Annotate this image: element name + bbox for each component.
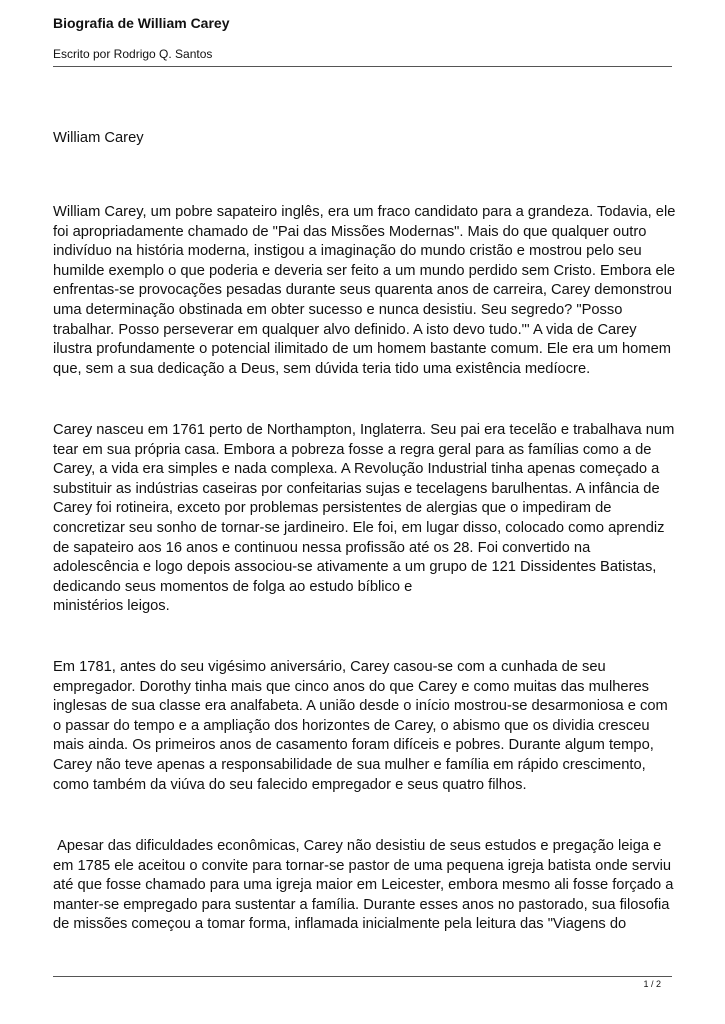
article-heading: William Carey: [53, 130, 144, 146]
footer-divider: [53, 976, 672, 977]
paragraph-1: William Carey, um pobre sapateiro inglês, era um fraco candidato para a grandeza. Todavia, ele foi apropriadamente chamado de "Pai das Missões Modernas". Mais do que qualquer outro indivíduo na história moderna, instigou a imaginação do mundo cristão e mostrou pelo seu humilde exemplo o que poderia e deveria ser feito a um mundo perdido sem Cristo. Embora ele enfrentas-se provocações pesadas durante seus quarenta anos de carreira, Carey demonstrou uma determinação obstinada em obter sucesso e nunca desistiu. Seu segredo? "Posso trabalhar. Posso perseverar em qualquer alvo definido. A isto devo tudo."' A vida de Carey ilustra profundamente o potencial ilimitado de um homem bastante comum. Ele era um homem que, sem a sua dedicação a Deus, sem dúvida teria tido uma existência medíocre.: [53, 204, 676, 377]
document-title: Biografia de William Carey: [53, 15, 230, 31]
document-author: Escrito por Rodrigo Q. Santos: [53, 47, 213, 61]
paragraph-4: Apesar das dificuldades econômicas, Carey não desistiu de seus estudos e pregação leiga e em 1785 ele aceitou o convite para tornar-se pastor de uma pequena igreja batista onde serviu até que fosse chamado para uma igreja maior em Leicester, embora mesmo ali fosse forçado a manter-se empregado para sustentar a família. Durante esses anos no pastorado, sua filosofia de missões começou a tomar forma, inflamada inicialmente pela leitura das "Viagens do: [53, 838, 678, 933]
page-number: 1 / 2: [643, 979, 661, 989]
paragraph-2: Carey nasceu em 1761 perto de Northampton, Inglaterra. Seu pai era tecelão e trabalhava num tear em sua própria casa. Embora a pobreza fosse a regra geral para as famílias como a de Carey, a vida era simples e nada complexa. A Revolução Industrial tinha apenas começado a substituir as indústrias caseiras por confeitarias sujas e tecelagens barulhentas. A infância de Carey foi rotineira, exceto por problemas persistentes de alergias que o impediram de concretizar seu sonho de tornar-se jardineiro. Ele foi, em lugar disso, colocado como aprendiz de sapateiro aos 16 anos e continuou nessa profissão até os 28. Foi convertido na adolescência e logo depois associou-se ativamente a um grupo de 121 Dissidentes Batistas, dedicando seus momentos de folga ao estudo bíblico e ministérios leigos.: [53, 422, 675, 615]
header-divider: [53, 66, 672, 67]
paragraph-3: Em 1781, antes do seu vigésimo aniversário, Carey casou-se com a cunhada de seu empregador. Dorothy tinha mais que cinco anos do que Carey e como muitas das mulheres inglesas de sua classe era analfabeta. A união desde o início mostrou-se desarmoniosa e com o passar do tempo e a ampliação dos horizontes de Carey, o abismo que os dividia cresceu mais ainda. Os primeiros anos de casamento foram difíceis e pobres. Durante algum tempo, Carey não teve apenas a responsabilidade de sua mulher e família em rápido crescimento, como também da viúva do seu falecido empregador e seus quatro filhos.: [53, 659, 668, 793]
